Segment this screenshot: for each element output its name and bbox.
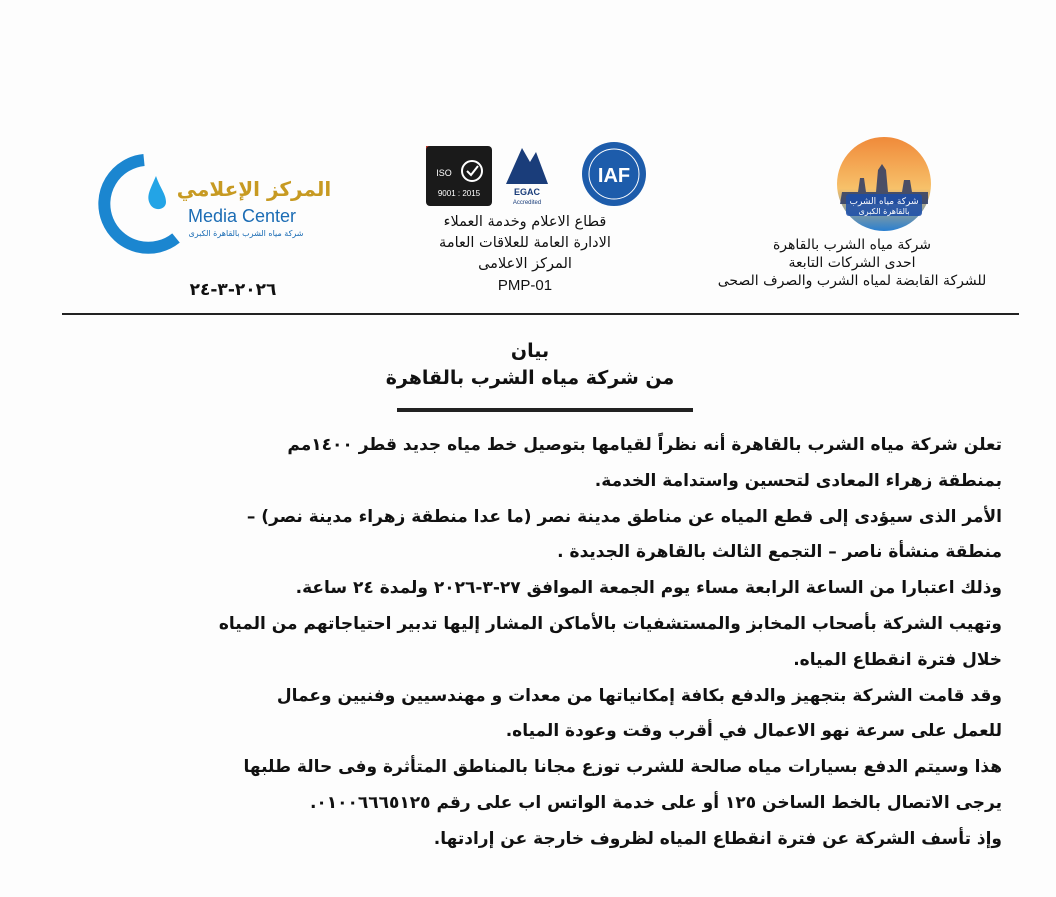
statement-date: ٢٠٢٦-٣-٢٤ bbox=[189, 280, 277, 300]
company-name: شركة مياه الشرب بالقاهرة bbox=[772, 237, 932, 253]
body-line: بمنطقة زهراء المعادى لتحسين واستدامة الخدمة. bbox=[594, 470, 1002, 491]
company-logo bbox=[832, 134, 936, 234]
department-info bbox=[400, 212, 650, 296]
title-underline bbox=[397, 408, 693, 412]
logo-text-1: شركة مياه الشرب bbox=[849, 197, 919, 207]
svg-text:Accredited: Accredited bbox=[512, 200, 542, 206]
body-line: منطقة منشأة ناصر – التجمع الثالث بالقاهرة الجديدة . bbox=[557, 542, 1002, 563]
body-line: هذا وسيتم الدفع بسيارات مياه صالحة للشرب توزع مجانا بالمناطق المتأثرة وفى حالة طلبها bbox=[243, 757, 1002, 778]
logo-arabic: المركز الإعلامي bbox=[176, 177, 332, 201]
company-affiliation: احدى الشركات التابعة bbox=[788, 255, 916, 271]
svg-text:ISO: ISO bbox=[436, 168, 452, 178]
certification-logos bbox=[418, 140, 668, 210]
iso-badge bbox=[426, 146, 492, 206]
company-info bbox=[692, 236, 1012, 290]
body-line: تعلن شركة مياه الشرب بالقاهرة أنه نظراً لقيامها بتوصيل خط مياه جديد قطر ١٤٠٠مم bbox=[287, 435, 1002, 455]
media-center-name: المركز الاعلامى bbox=[478, 256, 572, 272]
logo-english: Media Center bbox=[187, 206, 297, 226]
svg-text:9001 : 2015: 9001 : 2015 bbox=[437, 189, 481, 198]
general-directorate: الادارة العامة للعلاقات العامة bbox=[439, 235, 611, 251]
body-line: خلال فترة انقطاع المياه. bbox=[793, 649, 1002, 670]
logo-text-2: بالقاهرة الكبرى bbox=[858, 207, 910, 216]
header-divider bbox=[62, 313, 1019, 315]
svg-text:IAF: IAF bbox=[597, 165, 631, 187]
body-line: وذلك اعتبارا من الساعة الرابعة مساء يوم الجمعة الموافق ٢٧-٣-٢٠٢٦ ولمدة ٢٤ ساعة. bbox=[295, 578, 1002, 599]
holding-company: للشركة القابضة لمياه الشرب والصرف الصحى bbox=[717, 273, 987, 289]
egac-badge bbox=[506, 148, 548, 206]
body-line: الأمر الذى سيؤدى إلى قطع المياه عن مناطق مدينة نصر (ما عدا منطقة زهراء مدينة نصر) – bbox=[246, 506, 1002, 527]
logo-subtitle: شركة مياه الشرب بالقاهرة الكبرى bbox=[188, 229, 304, 238]
body-line: وإذ تأسف الشركة عن فترة انقطاع المياه لظروف خارجة عن إرادتها. bbox=[433, 828, 1002, 849]
body-line: للعمل على سرعة نهو الاعمال في أقرب وقت وعودة المياه. bbox=[505, 721, 1002, 742]
body-line: يرجى الاتصال بالخط الساخن ١٢٥ أو على خدمة الواتس اب على رقم ٠١٠٠٦٦٦٥١٢٥. bbox=[309, 792, 1002, 813]
body-line: وتهيب الشركة بأصحاب المخابز والمستشفيات بالأماكن المشار إليها تدبير احتياجاتهم من المياه bbox=[218, 613, 1002, 634]
iaf-badge bbox=[582, 142, 646, 206]
body-line: وقد قامت الشركة بتجهيز والدفع بكافة إمكانياتها من معدات و مهندسيين وفنيين وعمال bbox=[276, 685, 1002, 706]
statement-title bbox=[300, 338, 760, 392]
media-center-logo bbox=[104, 156, 332, 252]
svg-text:EGAC: EGAC bbox=[513, 187, 541, 197]
statement-body bbox=[56, 428, 1002, 858]
document-code: PMP-01 bbox=[497, 277, 553, 294]
title-line-1: بيان bbox=[510, 340, 550, 362]
title-line-2: من شركة مياه الشرب بالقاهرة bbox=[385, 367, 675, 389]
sector-name: قطاع الاعلام وخدمة العملاء bbox=[443, 214, 607, 230]
